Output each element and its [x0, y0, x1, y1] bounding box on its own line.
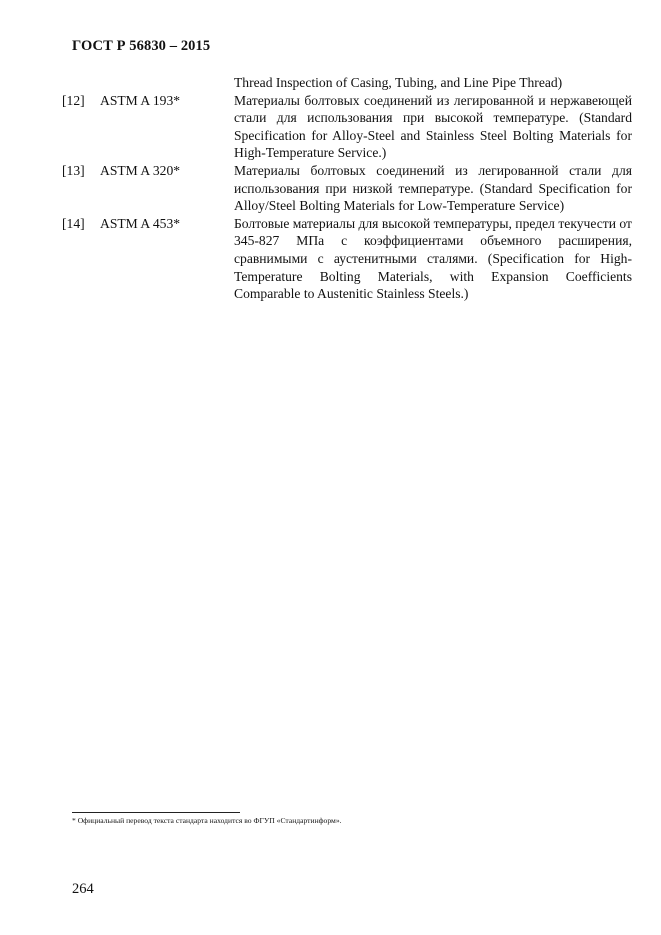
reference-description: Материалы болтовых соединений из легированной стали для использования при низкой температуре. (Standard Specification for Alloy/Steel Bolting Materials for Low-Temperature Service): [234, 162, 632, 214]
reference-item-13: [62, 162, 632, 215]
page-number: 264: [72, 881, 94, 897]
references-list: [62, 74, 632, 303]
reference-code: ASTM A 453*: [100, 215, 181, 231]
reference-item-14: [62, 215, 632, 303]
reference-description: Материалы болтовых соединений из легированной и нержавеющей стали для использования при высокой температуре. (Standard Specification for Alloy-Steel and Stainless Steel Bolting Materials for High-Temperature Service.): [234, 92, 632, 161]
document-header-title: ГОСТ Р 56830 – 2015: [72, 38, 211, 54]
footnote-divider: [72, 812, 240, 813]
reference-continuation-text: Thread Inspection of Casing, Tubing, and Line Pipe Thread): [234, 75, 563, 90]
reference-code: ASTM A 320*: [100, 162, 181, 178]
reference-code: ASTM A 193*: [100, 92, 181, 108]
reference-number: [14]: [62, 215, 85, 231]
reference-number: [12]: [62, 92, 85, 108]
reference-number: [13]: [62, 162, 85, 178]
reference-item-12: [62, 92, 632, 162]
footnote-text: * Официальный перевод текста стандарта находится во ФГУП «Стандартинформ».: [72, 816, 342, 825]
reference-description: Болтовые материалы для высокой температуры, предел текучести от 345-827 МПа с коэффициентами объемного расширения, сравнимыми с аустенитными сталями. (Specification for High-Temperature Bolting Materials, with Expansion Coefficients Comparable to Austenitic Stainless Steels.): [234, 215, 632, 302]
